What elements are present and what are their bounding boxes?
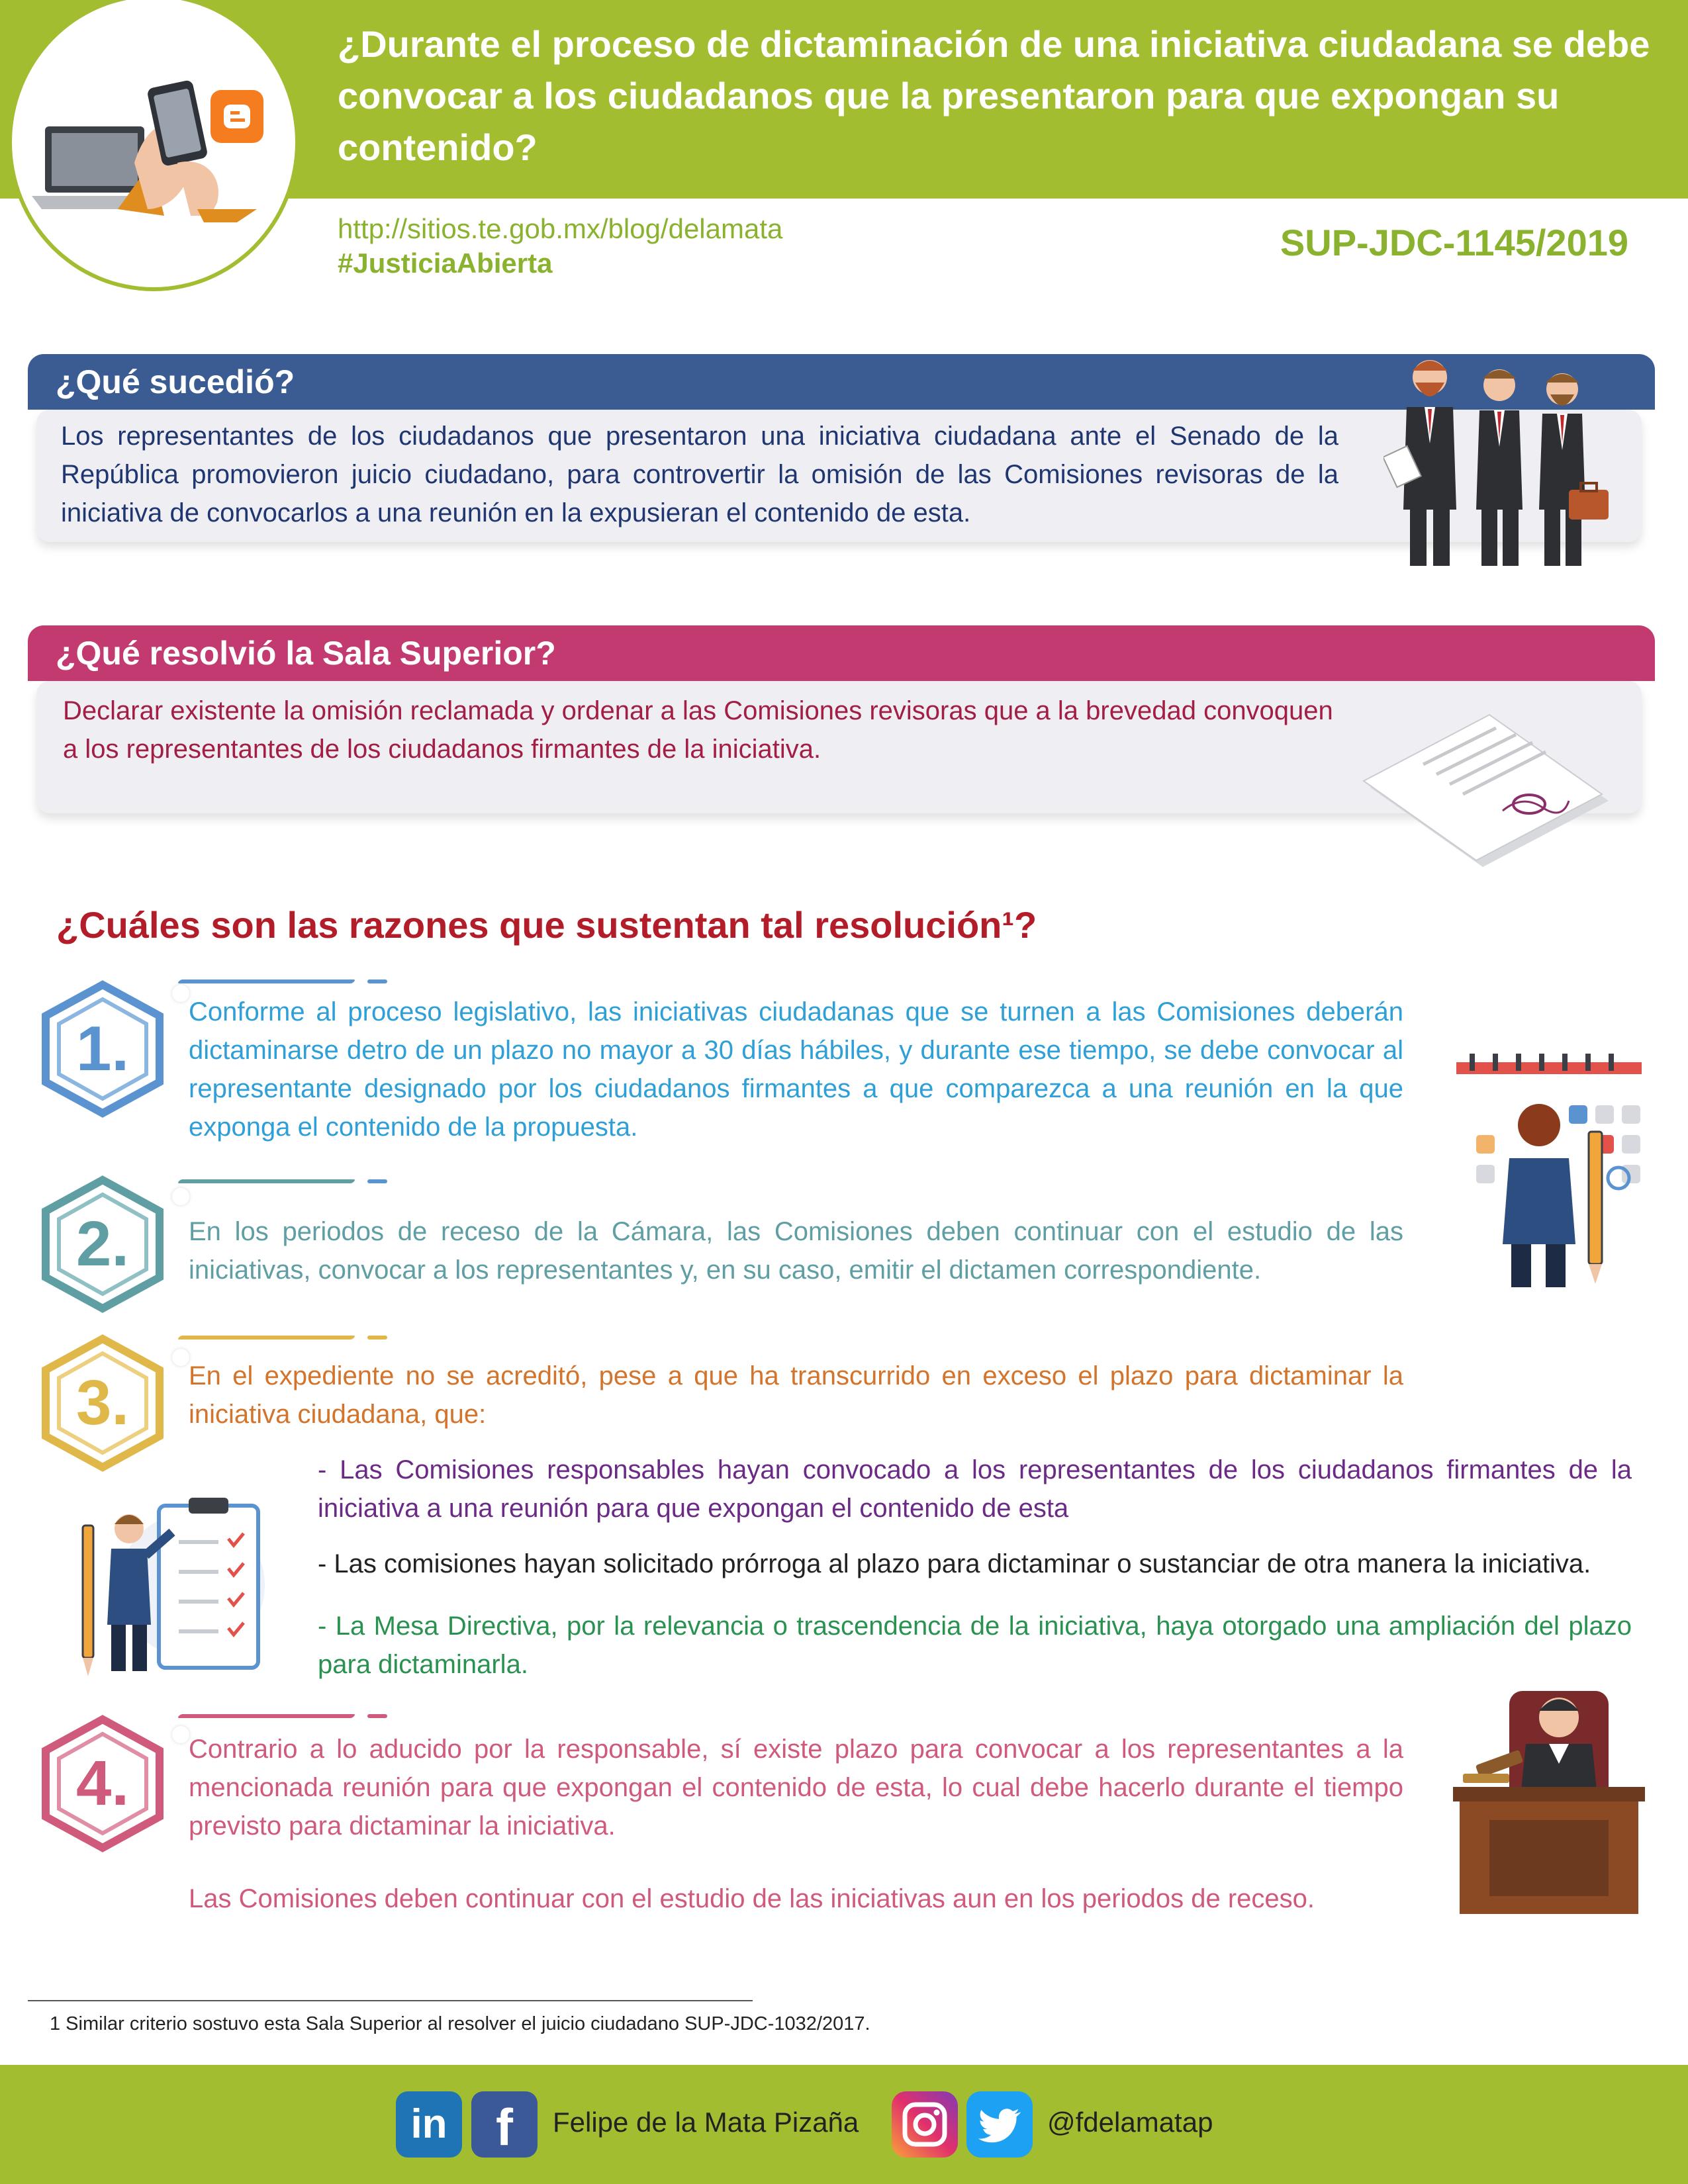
reason-1-connector-dot [172,985,189,1002]
reason-3-subpoint-1: - Las Comisiones responsables hayan convocado a los representantes de los ciudadanos firmantes de la iniciativa a una reunión para que expongan el contenido de esta [318,1455,1632,1523]
reason-3-subpoint-2: - Las comisiones hayan solicitado prórroga al plazo para dictaminar o sustanciar de otra manera la iniciativa. [318,1549,1591,1578]
hashtag: #JusticiaAbierta [338,248,553,279]
reason-3-badge [36,1334,169,1473]
calendar-man-icon [1453,1052,1645,1291]
blogger-icon [211,90,263,143]
reason-3-connector-dash [367,1336,387,1340]
reason-4-connector-dot [172,1726,189,1743]
header-logo-circle [8,0,299,291]
section-what-happened-heading: ¿Qué sucedió? [28,354,1655,410]
reason-3-number: 3. [75,1367,130,1438]
reason-3-connector-dot [172,1349,189,1366]
section-what-happened-text: Los representantes de los ciudadanos que presentaron una iniciativa ciudadana ante el Senado de la República promovieron juicio ciudadano, para controvertir la omisión de las Comisiones revisoras de la iniciativa de convocarlos a una reunión en la expusieran el contenido de esta. [61,422,1338,527]
page-title: ¿Durante el proceso de dictaminación de una iniciativa ciudadana se debe convocar a los ciudadanos que la presentaron para que expongan su contenido? [338,23,1650,168]
reason-4-number: 4. [75,1748,130,1819]
facebook-icon[interactable]: f [471,2091,538,2158]
checklist-man-icon [73,1492,265,1678]
reason-4-conclusion: Las Comisiones deben continuar con el estudio de las iniciativas aun en los periodos de receso. [189,1884,1315,1913]
reason-1-text: Conforme al proceso legislativo, las iniciativas ciudadanas que se turnen a las Comisiones deberán dictaminarse detro de un plazo no mayor a 30 días hábiles, y durante ese tiempo, se debe convocar al representante designado por los ciudadanos firmantes a que comparezca a una reunión en la que exponga el contenido de la propuesta. [189,997,1403,1142]
reason-2-text: En los periodos de receso de la Cámara, las Comisiones deben continuar con el estudio de las iniciativas, convocar a los representantes y, en su caso, emitir el dictamen correspondiente. [189,1217,1403,1285]
footnote-divider [28,2000,753,2001]
reason-4-connector-line [177,1714,355,1718]
social-handle[interactable]: @fdelamatap [1047,2107,1213,2138]
judge-icon [1450,1684,1648,1916]
case-number: SUP-JDC-1145/2019 [1280,222,1628,263]
reason-4-text: Contrario a lo aducido por la responsable, sí existe plazo para convocar a los representantes a la mencionada reunión para que expongan el contenido de esta, lo cual debe hacerlo durante el tiempo previsto para dictaminar la iniciativa. [189,1735,1403,1841]
reason-2-connector-dash [367,1179,387,1183]
reason-3-connector-line [177,1336,355,1340]
reason-2-badge [36,1175,169,1314]
reason-4-badge [36,1714,169,1853]
author-name: Felipe de la Mata Pizaña [553,2107,859,2138]
footnote: 1 Similar criterio sostuvo esta Sala Superior al resolver el juicio ciudadano SUP-JDC-1032/2017. [50,2013,870,2034]
twitter-icon[interactable] [966,2091,1033,2158]
reason-1-number: 1. [75,1013,130,1084]
reason-3-text: En el expediente no se acreditó, pese a que ha transcurrido en exceso el plazo para dictaminar la iniciativa ciudadana, que: [189,1361,1403,1429]
section-resolution-heading: ¿Qué resolvió la Sala Superior? [28,625,1655,681]
reason-2-connector-line [177,1179,355,1183]
instagram-icon[interactable] [892,2091,958,2158]
blog-link[interactable]: http://sitios.te.gob.mx/blog/delamata [338,213,783,244]
reason-3-subpoint-3: - La Mesa Directiva, por la relevancia o trascendencia de la iniciativa, haya otorgado una ampliación del plazo para dictaminarla. [318,1612,1632,1679]
laptop-phone-blogger-illustration [12,0,299,291]
signed-document-icon [1344,695,1622,867]
reason-2-connector-dot [172,1188,189,1205]
reason-4-connector-dash [367,1714,387,1718]
reasons-title: ¿Cuáles son las razones que sustentan tal resolución¹? [56,904,1037,946]
reason-1-connector-dash [367,979,387,983]
reason-2-number: 2. [75,1208,130,1279]
reason-1-badge [36,979,169,1118]
section-resolution-text: Declarar existente la omisión reclamada y ordenar a las Comisiones revisoras que a la brevedad convoquen a los representantes de los ciudadanos firmantes de la iniciativa. [63,696,1333,764]
businessmen-illustration [1383,351,1615,569]
reason-1-connector-line [177,979,355,983]
linkedin-icon[interactable]: in [396,2091,462,2158]
